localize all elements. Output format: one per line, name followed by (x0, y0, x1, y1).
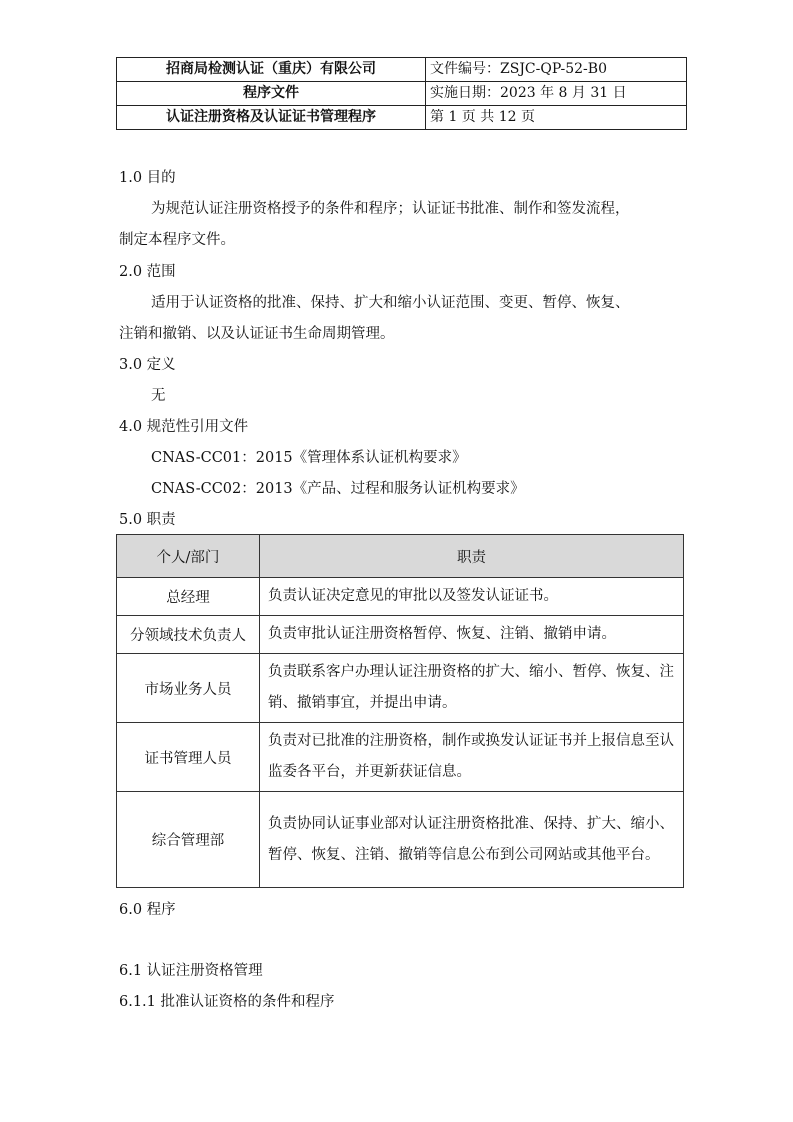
section-3-body: 无 (151, 388, 166, 404)
section-1-line-2: 制定本程序文件。 (119, 232, 235, 248)
table-row (117, 654, 684, 723)
page-number: 第 1 页 共 12 页 (426, 106, 687, 130)
duty-cell: 负责认证决定意见的审批以及签发认证证书。 (260, 578, 684, 616)
section-6-1-title: 6.1 认证注册资格管理 (119, 963, 263, 979)
section-4-title: 4.0 规范性引用文件 (119, 419, 249, 435)
table-header-row (117, 535, 684, 578)
role-cell: 综合管理部 (117, 792, 260, 888)
role-cell: 市场业务人员 (117, 654, 260, 723)
effective-date: 实施日期：2023 年 8 月 31 日 (426, 82, 687, 106)
section-6-title: 6.0 程序 (119, 902, 176, 918)
section-1-line-1: 为规范认证注册资格授予的条件和程序；认证证书批准、制作和签发流程， (151, 201, 630, 217)
duty-cell: 负责联系客户办理认证注册资格的扩大、缩小、暂停、恢复、注销、撤销事宜，并提出申请。 (260, 654, 684, 723)
column-header-duty: 职责 (260, 535, 684, 578)
duty-cell: 负责对已批准的注册资格，制作或换发认证证书并上报信息至认监委各平台，并更新获证信息。 (260, 723, 684, 792)
reference-2: CNAS-CC02：2013《产品、过程和服务认证机构要求》 (151, 481, 525, 497)
table-row (117, 792, 684, 888)
section-6-1-1-title: 6.1.1 批准认证资格的条件和程序 (119, 994, 335, 1010)
responsibilities-table (116, 534, 684, 888)
section-2-line-1: 适用于认证资格的批准、保持、扩大和缩小认证范围、变更、暂停、恢复、 (151, 295, 630, 311)
column-header-role: 个人/部门 (117, 535, 260, 578)
document-number: 文件编号：ZSJC-QP-52-B0 (426, 58, 687, 82)
company-name: 招商局检测认证（重庆）有限公司 (117, 58, 426, 82)
reference-1: CNAS-CC01：2015《管理体系认证机构要求》 (151, 450, 467, 466)
duty-cell: 负责审批认证注册资格暂停、恢复、注销、撤销申请。 (260, 616, 684, 654)
table-row (117, 578, 684, 616)
document-type: 程序文件 (117, 82, 426, 106)
document-header (116, 57, 687, 130)
role-cell: 分领域技术负责人 (117, 616, 260, 654)
document-title: 认证注册资格及认证证书管理程序 (117, 106, 426, 130)
table-row (117, 616, 684, 654)
section-2-line-2: 注销和撤销、以及认证证书生命周期管理。 (119, 326, 395, 342)
role-cell: 总经理 (117, 578, 260, 616)
section-3-title: 3.0 定义 (119, 357, 176, 373)
section-5-title: 5.0 职责 (119, 512, 176, 528)
section-1-title: 1.0 目的 (119, 170, 176, 186)
table-row (117, 723, 684, 792)
duty-cell: 负责协同认证事业部对认证注册资格批准、保持、扩大、缩小、暂停、恢复、注销、撤销等信息公布到公司网站或其他平台。 (260, 792, 684, 888)
section-2-title: 2.0 范围 (119, 264, 176, 280)
role-cell: 证书管理人员 (117, 723, 260, 792)
